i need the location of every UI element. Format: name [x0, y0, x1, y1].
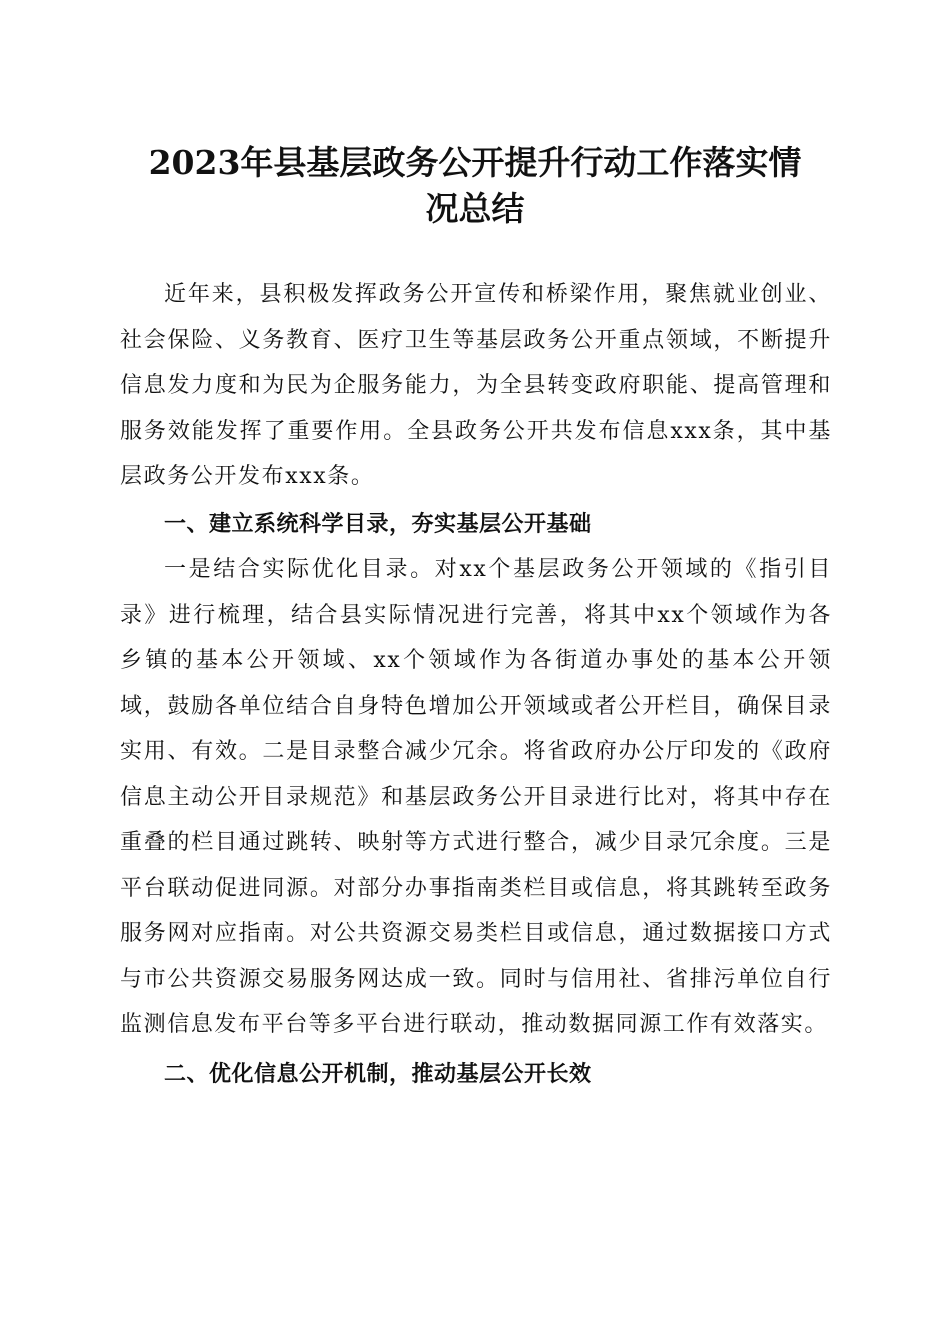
title-line-1: 2023年县基层政务公开提升行动工作落实情 — [148, 143, 802, 182]
section-2-heading: 二、优化信息公开机制，推动基层公开长效 — [164, 1061, 592, 1087]
document-title — [120, 140, 830, 232]
document-body — [120, 272, 832, 1097]
section-1-heading: 一、建立系统科学目录，夯实基层公开基础 — [164, 511, 592, 537]
intro-paragraph: 近年来，县积极发挥政务公开宣传和桥梁作用，聚焦就业创业、社会保险、义务教育、医疗卫生等基层政务公开重点领域，不断提升信息发力度和为民为企服务能力，为全县转变政府职能、提高管理和服务效能发挥了重要作用。全县政务公开共发布信息xxx条，其中基层政务公开发布xxx条。 — [120, 282, 832, 489]
title-line-2: 况总结 — [425, 189, 525, 228]
section-1-paragraph: 一是结合实际优化目录。对xx个基层政务公开领域的《指引目录》进行梳理，结合县实际情况进行完善，将其中xx个领域作为各乡镇的基本公开领域、xx个领域作为各街道办事处的基本公开领域，鼓励各单位结合自身特色增加公开领域或者公开栏目，确保目录实用、有效。二是目录整合减少冗余。将省政府办公厅印发的《政府信息主动公开目录规范》和基层政务公开目录进行比对，将其中存在重叠的栏目通过跳转、映射等方式进行整合，减少目录冗余度。三是平台联动促进同源。对部分办事指南类栏目或信息，将其跳转至政务服务网对应指南。对公共资源交易类栏目或信息，通过数据接口方式与市公共资源交易服务网达成一致。同时与信用社、省排污单位自行监测信息发布平台等多平台进行联动，推动数据同源工作有效落实。 — [120, 557, 832, 1037]
